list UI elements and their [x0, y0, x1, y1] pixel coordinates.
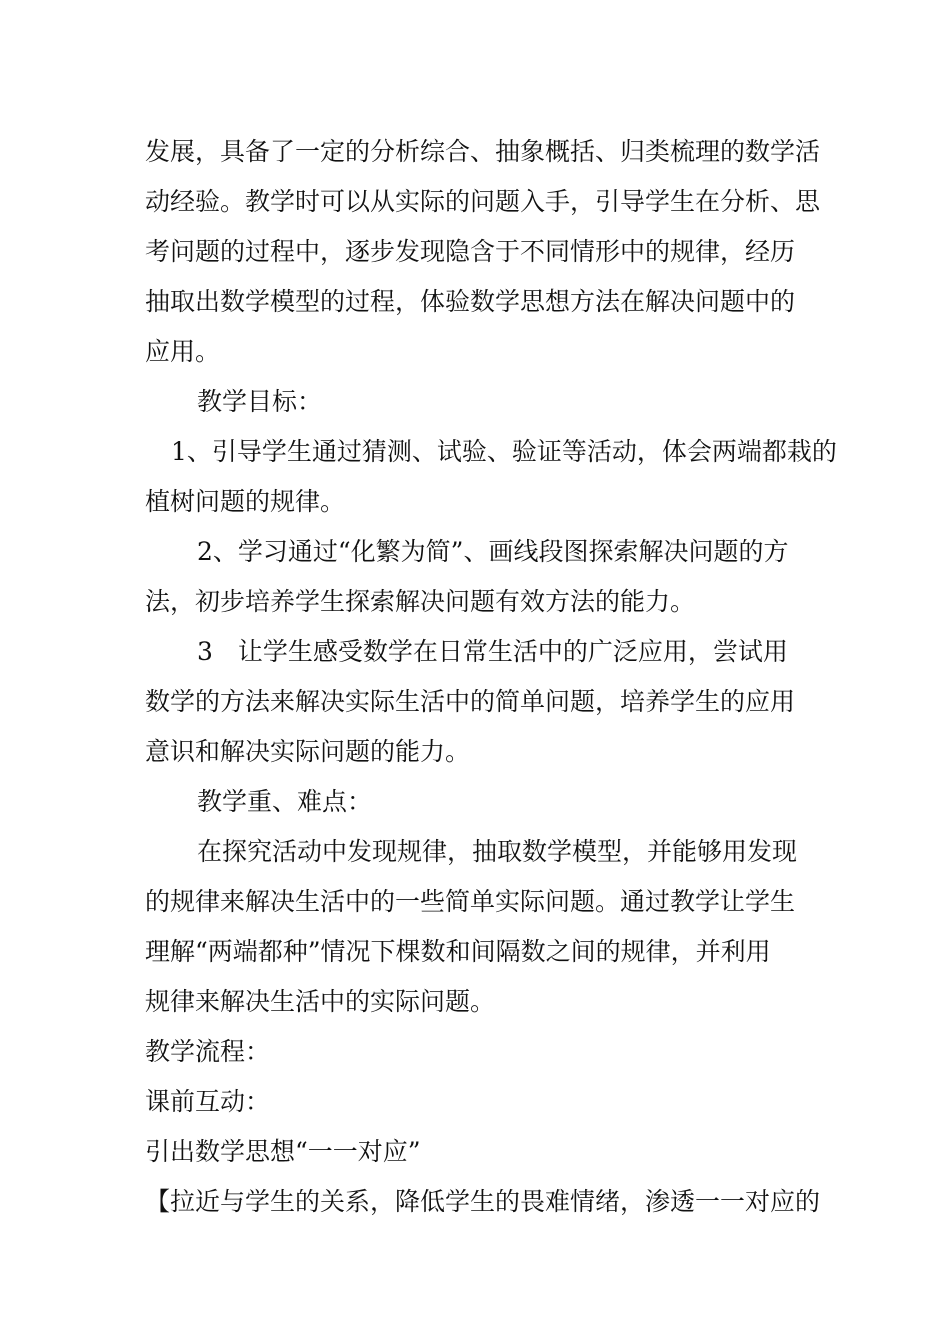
section-heading: 教学重、难点：: [197, 787, 373, 816]
text-line: 数学的方法来解决实际生活中的简单问题，培养学生的应用: [145, 687, 796, 716]
text-line: 的规律来解决生活中的一些简单实际问题。通过教学让学生: [145, 887, 796, 916]
text-line: 考问题的过程中，逐步发现隐含于不同情形中的规律，经历: [145, 237, 796, 266]
text-line: 理解“两端都种”情况下棵数和间隔数之间的规律，并利用: [145, 937, 771, 966]
text-line: 【拉近与学生的关系，降低学生的畏难情绪，渗透一一对应的: [145, 1187, 821, 1216]
list-item-line: 2、学习通过“化繁为简”、画线段图探索解决问题的方: [197, 537, 789, 566]
section-heading: 教学流程：: [145, 1037, 271, 1066]
text-line: 引出数学思想“一一对应”: [145, 1137, 421, 1166]
section-heading: 课前互动：: [145, 1087, 271, 1116]
list-item-line: 3 让学生感受数学在日常生活中的广泛应用，尝试用: [197, 637, 788, 666]
text-line: 植树问题的规律。: [145, 487, 346, 516]
text-line: 规律来解决生活中的实际问题。: [145, 987, 496, 1016]
section-heading: 教学目标：: [197, 387, 323, 416]
text-line: 动经验。教学时可以从实际的问题入手，引导学生在分析、思: [145, 187, 821, 216]
text-line: 应用。: [145, 337, 221, 366]
list-item-line: 1、引导学生通过猜测、试验、验证等活动，体会两端都栽的: [171, 437, 837, 466]
text-line: 抽取出数学模型的过程，体验数学思想方法在解决问题中的: [145, 287, 796, 316]
text-line: 在探究活动中发现规律，抽取数学模型，并能够用发现: [197, 837, 798, 866]
text-line: 法，初步培养学生探索解决问题有效方法的能力。: [145, 587, 696, 616]
text-line: 意识和解决实际问题的能力。: [145, 737, 471, 766]
text-line: 发展，具备了一定的分析综合、抽象概括、归类梳理的数学活: [145, 137, 821, 166]
